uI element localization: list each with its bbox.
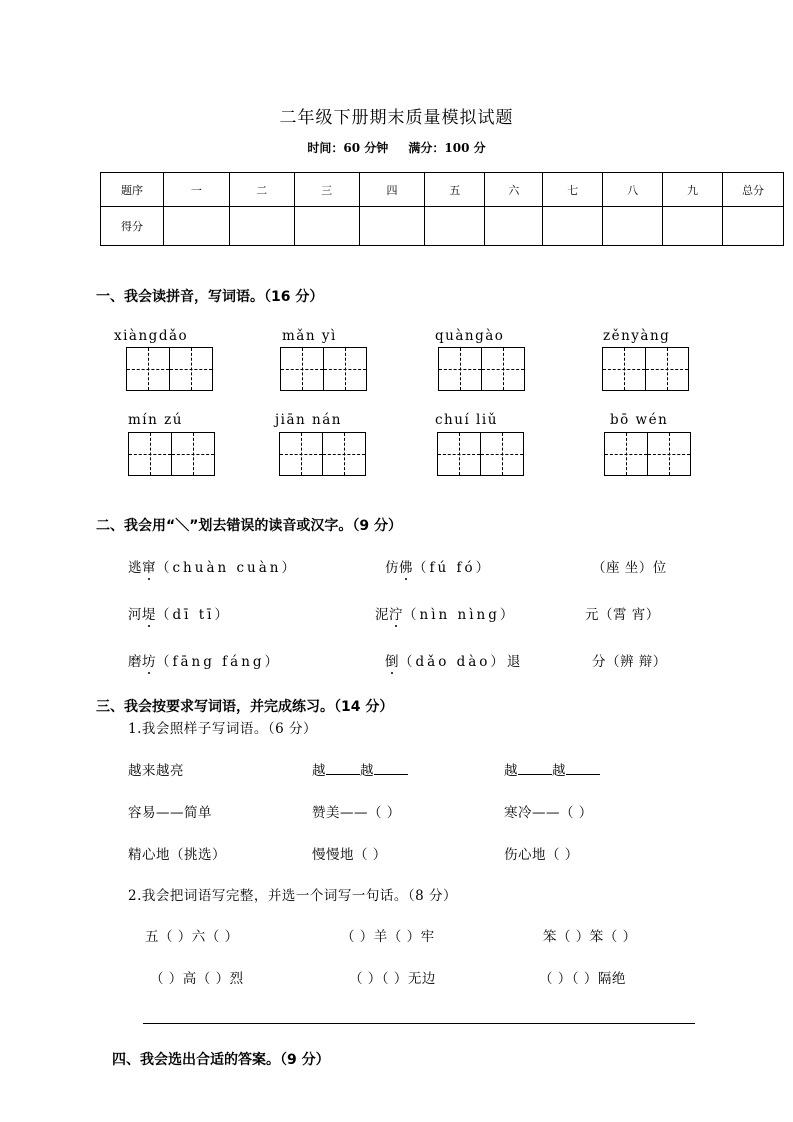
pronunciation-item — [128, 556, 298, 576]
score-input-cell[interactable] — [163, 207, 229, 246]
pinyin-label: quàngào — [435, 328, 505, 344]
item-char: 逃 — [128, 560, 142, 576]
score-input-cell[interactable] — [359, 207, 425, 246]
score-input-cell[interactable] — [485, 207, 543, 246]
score-input-cell[interactable] — [723, 207, 784, 246]
item-char: 河 — [128, 607, 142, 623]
score-table-header-row — [101, 173, 784, 207]
section3-sub2: 2.我会把词语写完整，并选一个词写一句话。（8 分） — [128, 888, 458, 904]
character-choice-item[interactable]: 元（霄 宵） — [585, 607, 660, 623]
pinyin-label: chuí liǔ — [435, 412, 498, 428]
marked-char: 泞 — [389, 603, 403, 623]
idiom-fill[interactable]: （ ）（ ）隔绝 — [539, 971, 626, 987]
score-header-cell: 三 — [294, 173, 359, 207]
section2-heading: 二、我会用“＼”划去错误的读音或汉字。（9 分） — [96, 518, 403, 534]
pattern-char: 越 — [312, 763, 326, 779]
idiom-fill[interactable]: 笨（ ）笨（ ） — [543, 929, 637, 945]
pattern-char: 越 — [552, 763, 566, 779]
score-table-score-row — [101, 207, 784, 246]
score-header-cell: 八 — [603, 173, 663, 207]
score-input-cell[interactable] — [294, 207, 359, 246]
section1-heading: 一、我会读拼音，写词语。（16 分） — [96, 289, 324, 305]
fill-item[interactable]: 赞美——（ ） — [312, 805, 401, 821]
fill-pattern — [312, 759, 408, 779]
item-char: 仿 — [385, 560, 399, 576]
pronunciation-item — [385, 556, 492, 576]
score-input-cell[interactable] — [229, 207, 294, 246]
score-input-cell[interactable] — [663, 207, 723, 246]
page-title: 二年级下册期末质量模拟试题 — [279, 108, 514, 128]
score-row-label: 得分 — [101, 207, 164, 246]
exam-full-score: 满分：100 分 — [408, 141, 486, 155]
idiom-fill[interactable]: （ ）羊（ ）牢 — [341, 929, 435, 945]
score-header-cell: 一 — [163, 173, 229, 207]
score-header-cell: 七 — [543, 173, 603, 207]
writing-grid[interactable] — [602, 347, 689, 391]
marked-char: 坊 — [142, 650, 156, 670]
pinyin-label: xiàngdǎo — [114, 328, 189, 344]
sentence-answer-line[interactable] — [143, 1023, 695, 1024]
writing-grid[interactable] — [280, 347, 367, 391]
pronunciation-item — [375, 603, 516, 623]
pattern-char: 越 — [504, 763, 518, 779]
score-header-cell: 题序 — [101, 173, 164, 207]
marked-char: 堤 — [142, 603, 156, 623]
section3-heading: 三、我会按要求写词语，并完成练习。（14 分） — [96, 699, 394, 715]
item-options[interactable]: （fú fó） — [413, 560, 493, 576]
score-header-cell: 总分 — [723, 173, 784, 207]
idiom-fill[interactable]: 五（ ）六（ ） — [145, 929, 239, 945]
pattern-char: 越 — [360, 763, 374, 779]
score-table — [100, 172, 784, 246]
pronunciation-item — [128, 603, 231, 623]
item-options[interactable]: （dī tī） — [156, 607, 231, 623]
fill-item[interactable]: 寒冷——（ ） — [504, 805, 593, 821]
score-input-cell[interactable] — [425, 207, 485, 246]
blank[interactable] — [566, 762, 600, 775]
blank[interactable] — [374, 762, 408, 775]
idiom-fill[interactable]: （ ）高（ ）烈 — [150, 971, 244, 987]
item-options[interactable]: （dǎo dào）退 — [399, 654, 524, 670]
pinyin-label: mín zú — [128, 412, 183, 428]
marked-char: 倒 — [385, 650, 399, 670]
fill-item[interactable]: 慢慢地（ ） — [312, 847, 387, 863]
fill-item[interactable]: 伤心地（ ） — [504, 847, 579, 863]
example-word: 越来越亮 — [128, 763, 184, 779]
writing-grid[interactable] — [128, 432, 215, 476]
exam-info — [0, 139, 793, 156]
exam-time: 时间：60 分钟 — [307, 141, 389, 155]
score-header-cell: 六 — [485, 173, 543, 207]
pinyin-label: mǎn yì — [282, 328, 337, 344]
item-options[interactable]: （chuàn cuàn） — [156, 560, 298, 576]
marked-char: 窜 — [142, 556, 156, 576]
score-input-cell[interactable] — [543, 207, 603, 246]
pinyin-label: zěnyàng — [603, 328, 671, 344]
character-choice-item[interactable]: （座 坐）位 — [592, 560, 667, 576]
writing-grid[interactable] — [126, 347, 213, 391]
item-options[interactable]: （nìn nìng） — [403, 607, 517, 623]
idiom-fill[interactable]: （ ）（ ）无边 — [349, 971, 436, 987]
writing-grid[interactable] — [438, 347, 525, 391]
character-choice-item[interactable]: 分（辨 辩） — [592, 654, 667, 670]
section4-heading: 四、我会选出合适的答案。（9 分） — [112, 1052, 330, 1068]
marked-char: 佛 — [399, 556, 413, 576]
item-char: 磨 — [128, 654, 142, 670]
writing-grid[interactable] — [279, 432, 366, 476]
pinyin-label: bō wén — [610, 412, 669, 428]
score-header-cell: 二 — [229, 173, 294, 207]
score-header-cell: 九 — [663, 173, 723, 207]
score-header-cell: 四 — [359, 173, 425, 207]
score-header-cell: 五 — [425, 173, 485, 207]
score-input-cell[interactable] — [603, 207, 663, 246]
pronunciation-item — [385, 650, 523, 670]
example-word: 容易——简单 — [128, 805, 212, 821]
blank[interactable] — [518, 762, 552, 775]
writing-grid[interactable] — [604, 432, 691, 476]
item-char: 泥 — [375, 607, 389, 623]
example-word: 精心地（挑选） — [128, 847, 226, 863]
writing-grid[interactable] — [437, 432, 524, 476]
pronunciation-item — [128, 650, 281, 670]
item-options[interactable]: （fāng fáng） — [156, 654, 282, 670]
fill-pattern — [504, 759, 600, 779]
pinyin-label: jiān nán — [275, 412, 342, 428]
section3-sub1: 1.我会照样子写词语。（6 分） — [128, 721, 318, 737]
blank[interactable] — [326, 762, 360, 775]
